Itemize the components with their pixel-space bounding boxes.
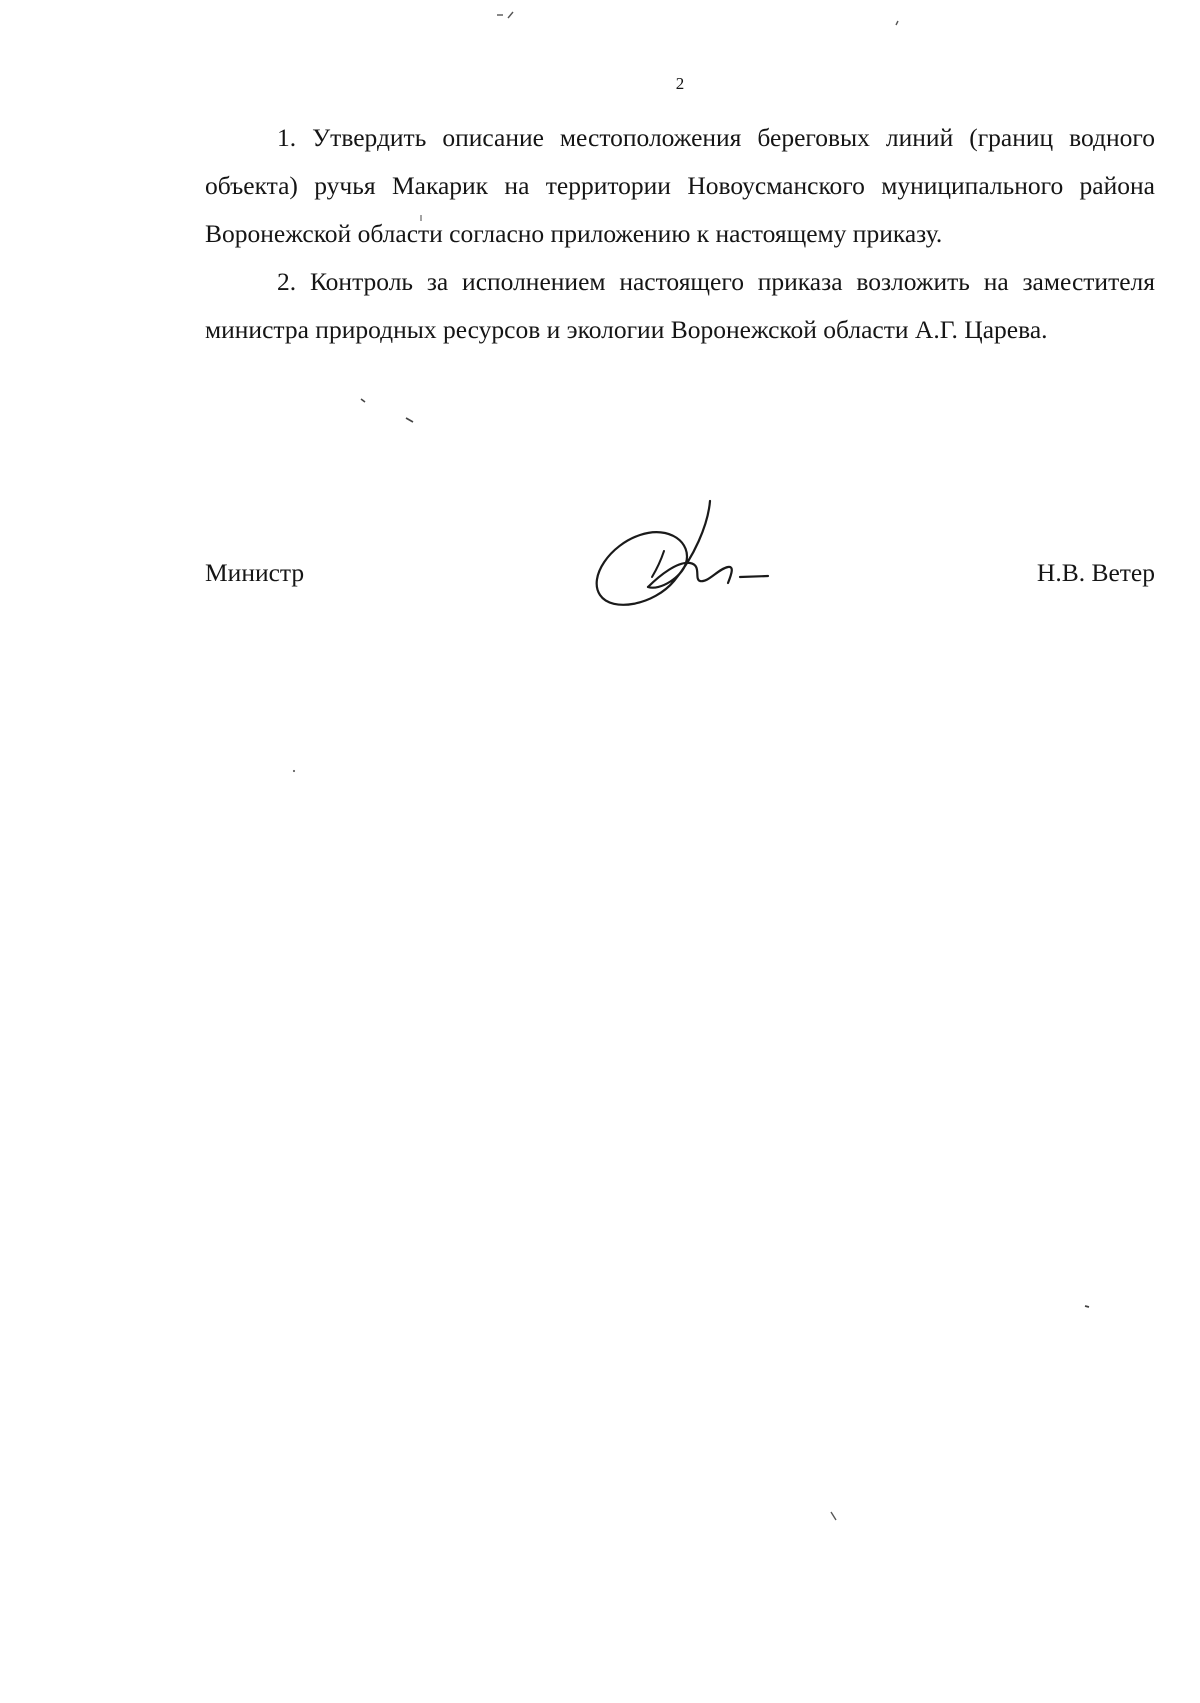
order-body: [205, 114, 1155, 354]
paragraph-item-2: 2. Контроль за исполнением настоящего приказа возложить на заместителя министра природных ресурсов и экологии Воронежской области А.Г. Царева.: [205, 267, 1155, 344]
paragraph-item-1: 1. Утвердить описание местоположения береговых линий (границ водного объекта) ручья Макарик на территории Новоусманского муниципального района Воронежской области согласно приложению к настоящему приказу.: [205, 123, 1155, 248]
page-number: 2: [675, 74, 685, 93]
handwritten-signature: [590, 495, 790, 615]
signatory-title: Министр: [205, 558, 305, 587]
signatory-name: Н.В. Ветер: [1036, 558, 1155, 587]
